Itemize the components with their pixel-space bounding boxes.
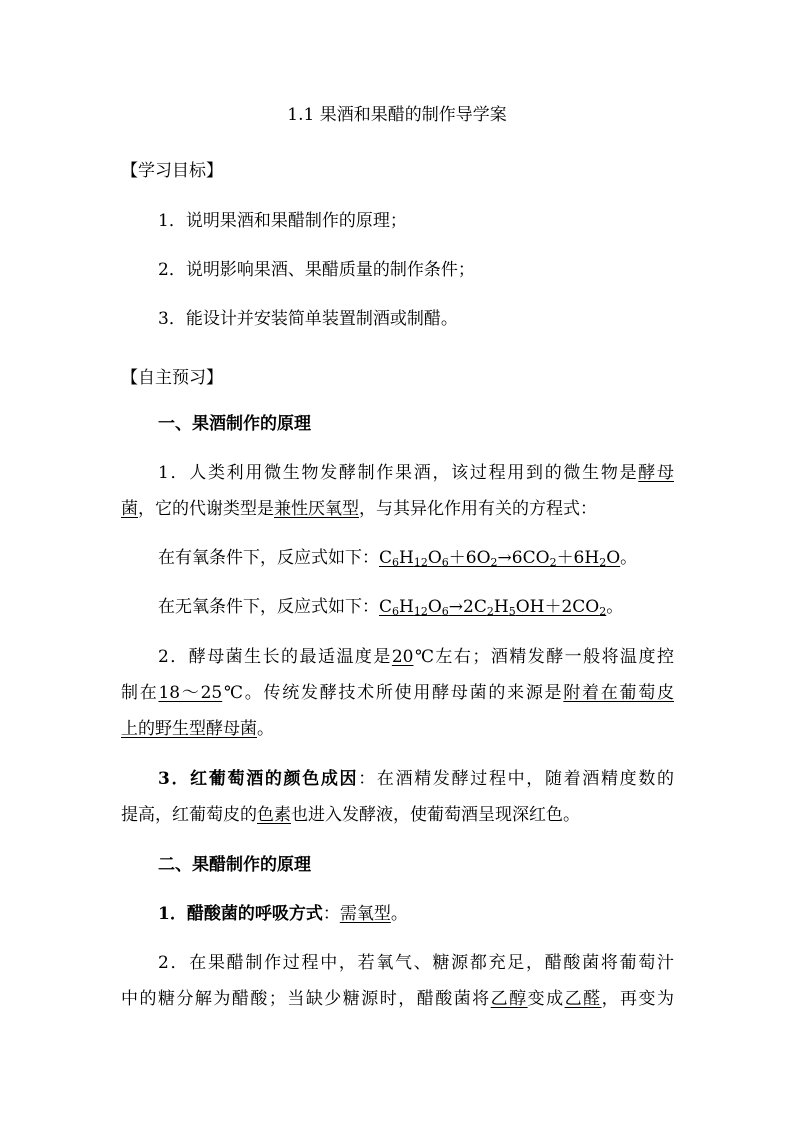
- aerobic-equation: $C_6H_{12}O_6+6O_2\to 6CO_2+6H_2O$: [379, 548, 621, 569]
- section2-heading: 二、果醋制作的原理: [158, 855, 311, 875]
- answer-blank: 附着在葡萄皮: [563, 683, 675, 703]
- answer-blank: 酵母: [638, 463, 674, 483]
- s1-p2-line3: [121, 718, 274, 740]
- s1-p1-line1: [158, 462, 674, 484]
- s1-p2-text: ℃左右；酒精发酵一般将温度控: [413, 647, 674, 667]
- s1-p2-text: 2．酵母菌生长的最适温度是: [158, 647, 392, 667]
- answer-blank: 色素: [257, 805, 291, 825]
- goals-heading: 【学习目标】: [121, 161, 223, 181]
- goal-item-1: 1．说明果酒和果醋制作的原理；: [158, 211, 407, 231]
- answer-blank: 乙醇: [490, 989, 528, 1009]
- s2-p2-text: ，再变为: [601, 989, 675, 1009]
- document-title: 1.1 果酒和果醋的制作导学案: [287, 105, 507, 125]
- answer-blank: 菌: [121, 499, 138, 519]
- aerobic-equation-line: 在有氧条件下，反应式如下：$C_6H_{12}O_6+6O_2\to 6CO_2+6H_2O$。: [158, 548, 638, 569]
- s1-p3-text: 提高，红葡萄皮的: [121, 805, 257, 825]
- s1-p3-line1: [158, 768, 674, 790]
- answer-blank: 需氧型: [339, 904, 391, 924]
- s2-p2-line1: 2．在果醋制作过程中，若氧气、糖源都充足，醋酸菌将葡萄汁: [158, 953, 674, 973]
- section1-heading: 一、果酒制作的原理: [158, 414, 311, 434]
- anaerobic-equation-line: 在无氧条件下，反应式如下：$C_6H_{12}O_6\to 2C_2H_5OH+2CO_2$。: [158, 597, 624, 618]
- answer-blank: 兼性厌氧型: [274, 499, 359, 519]
- s1-p3-line2: [121, 804, 580, 826]
- answer-blank: 18～25: [158, 683, 223, 703]
- answer-blank: 乙醛: [564, 989, 602, 1009]
- s1-p2-text: 制在: [121, 683, 159, 703]
- answer-blank: 20: [391, 647, 414, 667]
- s1-p2-text: 。: [257, 719, 274, 739]
- goal-item-2: 2．说明影响果酒、果醋质量的制作条件；: [158, 260, 475, 280]
- s2-p1-bold: 1．醋酸菌的呼吸方式: [158, 904, 323, 924]
- s1-p3-text: 也进入发酵液，使葡萄酒呈现深红色。: [291, 805, 580, 825]
- s1-p2-line1: [158, 646, 674, 668]
- answer-blank: 上的野生型酵母菌: [121, 719, 257, 739]
- s1-p1-text: ，它的代谢类型是: [138, 499, 274, 519]
- anaerobic-label: 在无氧条件下，反应式如下：: [158, 597, 379, 617]
- s1-p2-text: ℃。传统发酵技术所使用酵母菌的来源是: [222, 683, 564, 703]
- s1-p1-text: ，与其异化作用有关的方程式：: [359, 499, 597, 519]
- goal-item-3: 3．能设计并安装简单装置制酒或制醋。: [158, 309, 458, 329]
- s1-p1-line2: [121, 498, 597, 520]
- s2-p2-text: 变成: [527, 989, 565, 1009]
- s1-p3-bold: 3．红葡萄酒的颜色成因: [158, 769, 359, 789]
- anaerobic-equation: $C_6H_{12}O_6\to 2C_2H_5OH+2CO_2$: [379, 597, 607, 618]
- s2-p1-line: 1．醋酸菌的呼吸方式：需氧型。: [158, 904, 408, 924]
- s1-p1-text: 1．人类利用微生物发酵制作果酒，该过程用到的微生物是: [158, 463, 639, 483]
- aerobic-label: 在有氧条件下，反应式如下：: [158, 548, 379, 568]
- preview-heading: 【自主预习】: [121, 368, 223, 388]
- s2-p2-line2: [121, 988, 674, 1010]
- s1-p2-line2: [121, 682, 674, 704]
- s2-p2-text: 中的糖分解为醋酸；当缺少糖源时，醋酸菌将: [121, 989, 491, 1009]
- s1-p3-text: ：在酒精发酵过程中，随着酒精度数的: [358, 769, 674, 789]
